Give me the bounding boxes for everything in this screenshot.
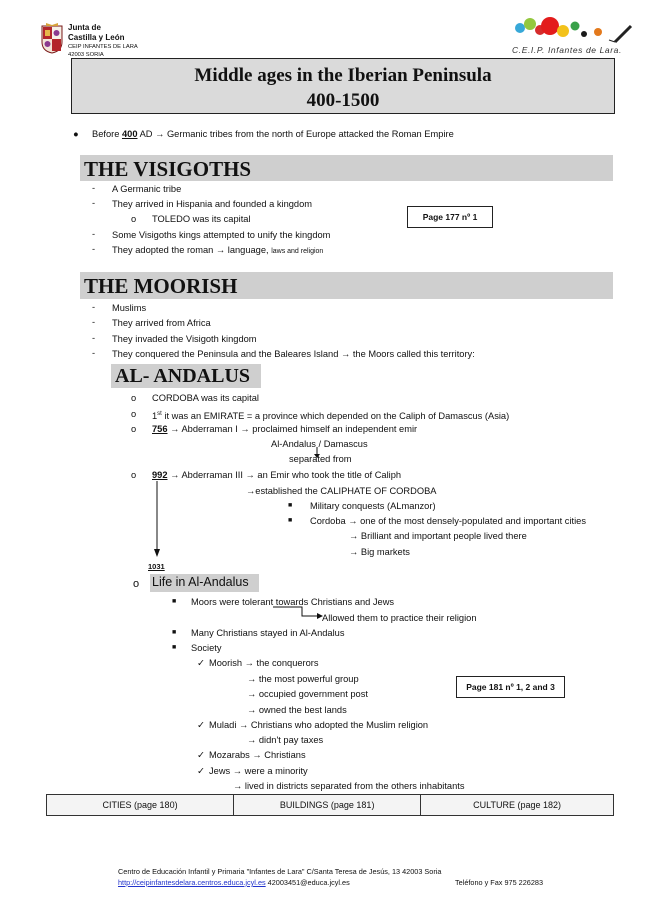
jews-item: Jews → were a minority bbox=[209, 766, 308, 776]
capital-item: CORDOBA was its capital bbox=[152, 393, 259, 403]
sub-bullet: o bbox=[133, 578, 140, 590]
cordoba-item: Cordoba → one of the most densely-populated and important cities bbox=[310, 516, 586, 526]
check-icon: ✓ bbox=[197, 750, 205, 760]
school-line2: 42003 SORIA bbox=[68, 52, 104, 58]
school-logo-icon bbox=[505, 14, 635, 46]
school-website-link[interactable]: http://ceipinfantesdelara.centros.educa.jcyl.es bbox=[118, 878, 266, 887]
moorish-heading: THE MOORISH bbox=[80, 272, 613, 299]
square-bullet: ■ bbox=[172, 629, 177, 636]
caliphate-item: →established the CALIPHATE OF CORDOBA bbox=[246, 486, 437, 496]
list-item: They conquered the Peninsula and the Baleares Island → the Moors called this territory: bbox=[112, 349, 475, 359]
list-dash: - bbox=[92, 333, 96, 343]
sub-bullet: o bbox=[131, 470, 137, 480]
taxes-item: → didn't pay taxes bbox=[247, 735, 324, 745]
year-992-item: 992 → Abderraman III → an Emir who took the title of Caliph bbox=[152, 470, 402, 480]
list-dash: - bbox=[92, 317, 96, 327]
list-dash: - bbox=[92, 183, 96, 193]
footer-contact bbox=[118, 878, 350, 887]
districts-item: → lived in districts separated from the others inhabitants bbox=[233, 781, 465, 791]
list-dash: - bbox=[92, 348, 96, 358]
check-icon: ✓ bbox=[197, 766, 205, 776]
markets-item: → Big markets bbox=[349, 547, 410, 557]
list-item: A Germanic tribe bbox=[112, 184, 182, 194]
table-row bbox=[47, 795, 614, 816]
table-cell: CITIES (page 180) bbox=[47, 795, 234, 816]
year-756-item: 756 → Abderraman I → proclaimed himself an independent emir bbox=[152, 424, 418, 434]
list-item: Muslims bbox=[112, 303, 147, 313]
table-cell: BUILDINGS (page 181) bbox=[234, 795, 421, 816]
list-item: They invaded the Visigoth kingdom bbox=[112, 334, 257, 344]
al-damascus-label: Al-Andalus / Damascus bbox=[271, 439, 368, 449]
junta-line2: Castilla y León bbox=[68, 33, 125, 42]
mozarabs-item: Mozarabs → Christians bbox=[209, 750, 306, 760]
bent-arrow-icon bbox=[272, 606, 324, 620]
square-bullet: ■ bbox=[172, 598, 177, 605]
emirate-item: 1st it was an EMIRATE = a province which depended on the Caliph of Damascus (Asia) bbox=[152, 411, 510, 422]
tolerant-item: Moors were tolerant towards Christians and Jews bbox=[191, 597, 395, 607]
separated-label: separated from bbox=[289, 454, 352, 464]
sub-bullet: o bbox=[131, 424, 137, 434]
page-ref-box: Page 181 nº 1, 2 and 3 bbox=[456, 676, 565, 698]
square-bullet: ■ bbox=[172, 644, 177, 651]
footer-phone: Teléfono y Fax 975 226283 bbox=[455, 878, 544, 887]
square-bullet: ■ bbox=[288, 517, 293, 524]
footer-email: 42003451@educa.jcyl.es bbox=[265, 878, 350, 887]
square-bullet: ■ bbox=[288, 502, 293, 509]
school-line1: CEIP INFANTES DE LARA bbox=[68, 44, 138, 50]
military-item: Military conquests (ALmanzor) bbox=[310, 501, 436, 511]
list-item: They arrived from Africa bbox=[112, 318, 211, 328]
page-title: Middle ages in the Iberian Peninsula bbox=[194, 65, 492, 86]
muladi-item: Muladi → Christians who adopted the Muslim religion bbox=[209, 720, 429, 730]
life-heading: Life in Al-Andalus bbox=[150, 574, 259, 592]
sub-bullet: o bbox=[131, 393, 137, 403]
government-item: → occupied government post bbox=[247, 689, 368, 699]
list-dash: - bbox=[92, 229, 96, 239]
lands-item: → owned the best lands bbox=[247, 705, 347, 715]
intro-line: Before 400 AD → Germanic tribes from the north of Europe attacked the Roman Empire bbox=[92, 129, 454, 139]
intro-bullet: ● bbox=[73, 129, 79, 139]
visigoths-heading: THE VISIGOTHS bbox=[80, 155, 613, 181]
list-item: TOLEDO was its capital bbox=[152, 214, 251, 224]
list-item: They adopted the roman → language, laws and religion bbox=[112, 245, 324, 255]
footer-address: Centro de Educación Infantil y Primaria "Infantes de Lara" C/Santa Teresa de Jesús, 13 42003 Soria bbox=[118, 867, 442, 876]
school-logo-text: C.E.I.P. Infantes de Lara. bbox=[512, 45, 622, 55]
year-1031: 1031 bbox=[148, 562, 165, 571]
page-subtitle: 400-1500 bbox=[306, 90, 380, 111]
list-item: They arrived in Hispania and founded a kingdom bbox=[112, 199, 313, 209]
christians-item: Many Christians stayed in Al-Andalus bbox=[191, 628, 345, 638]
brilliant-item: → Brilliant and important people lived there bbox=[349, 531, 527, 541]
pages-table bbox=[46, 794, 614, 816]
alandalus-heading: AL- ANDALUS bbox=[111, 364, 261, 388]
check-icon: ✓ bbox=[197, 720, 205, 730]
page-ref-box: Page 177 nº 1 bbox=[407, 206, 493, 228]
society-item: Society bbox=[191, 643, 222, 653]
allowed-item: Allowed them to practice their religion bbox=[322, 613, 477, 623]
list-dash: - bbox=[92, 198, 96, 208]
sub-bullet: o bbox=[131, 409, 137, 419]
junta-crest-icon bbox=[40, 22, 64, 54]
timeline-arrow-icon bbox=[152, 481, 162, 559]
table-cell: CULTURE (page 182) bbox=[421, 795, 614, 816]
list-item: Some Visigoths kings attempted to unify the kingdom bbox=[112, 230, 331, 240]
moorish-item: Moorish → the conquerors bbox=[209, 658, 319, 668]
title-box bbox=[71, 58, 615, 114]
check-icon: ✓ bbox=[197, 658, 205, 668]
junta-line1: Junta de bbox=[68, 23, 101, 32]
powerful-item: → the most powerful group bbox=[247, 674, 359, 684]
sub-bullet: o bbox=[131, 214, 137, 224]
list-dash: - bbox=[92, 244, 96, 254]
list-dash: - bbox=[92, 302, 96, 312]
